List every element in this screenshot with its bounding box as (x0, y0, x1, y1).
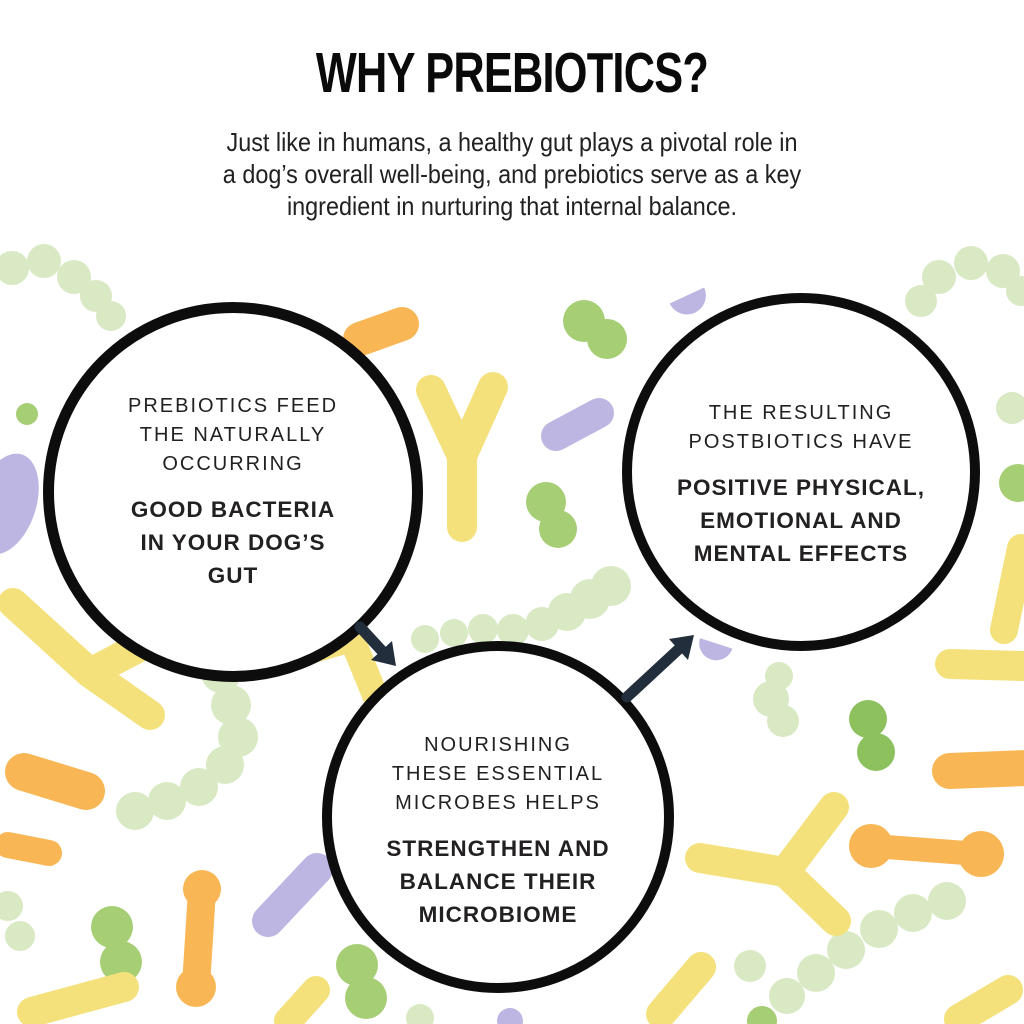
intro-line: POSTBIOTICS HAVE (688, 430, 914, 453)
bubble-postbiotics-text (677, 399, 925, 570)
bubble-postbiotics (622, 293, 980, 651)
bubble-emphasis (128, 493, 338, 592)
intro-line: NOURISHING (424, 734, 572, 756)
emphasis-line: MICROBIOME (418, 902, 578, 927)
emphasis-line: MENTAL EFFECTS (693, 540, 909, 566)
bacteria-cocci-dark-icon (849, 700, 895, 771)
subtitle-line: a dog’s overall well-being, and prebiotics serve as a key (222, 159, 802, 189)
emphasis-line: IN YOUR DOG’S (140, 530, 326, 555)
emphasis-line: POSITIVE PHYSICAL, (676, 474, 926, 500)
page-title-text: WHY PREBIOTICS? (315, 41, 709, 105)
emphasis-line: BALANCE THEIR (399, 869, 597, 894)
bubble-intro (128, 392, 338, 479)
bubble-prebiotics (43, 302, 423, 682)
intro-line: THESE ESSENTIAL (391, 763, 605, 785)
emphasis-line: STRENGTHEN AND (386, 836, 610, 861)
bubble-microbiome (322, 641, 674, 993)
bubble-microbiome-text (386, 731, 609, 931)
page-title (0, 41, 1024, 110)
bubble-emphasis (677, 471, 925, 570)
intro-line: THE NATURALLY (139, 424, 327, 446)
intro-line: MICROBES HELPS (395, 792, 601, 814)
intro-line: PREBIOTICS FEED (127, 395, 339, 417)
intro-line: OCCURRING (162, 453, 304, 475)
bubble-intro (386, 731, 609, 818)
bubble-intro (677, 399, 925, 457)
emphasis-line: GOOD BACTERIA (130, 497, 336, 522)
subtitle (51, 126, 973, 222)
emphasis-line: GUT (207, 563, 259, 588)
subtitle-line: Just like in humans, a healthy gut plays a pivotal role in (226, 127, 798, 157)
emphasis-line: EMOTIONAL AND (700, 507, 902, 533)
subtitle-line: ingredient in nurturing that internal balance. (286, 191, 738, 221)
bubble-emphasis (386, 832, 609, 931)
bubble-prebiotics-text (128, 392, 338, 592)
intro-line: THE RESULTING (708, 401, 894, 424)
